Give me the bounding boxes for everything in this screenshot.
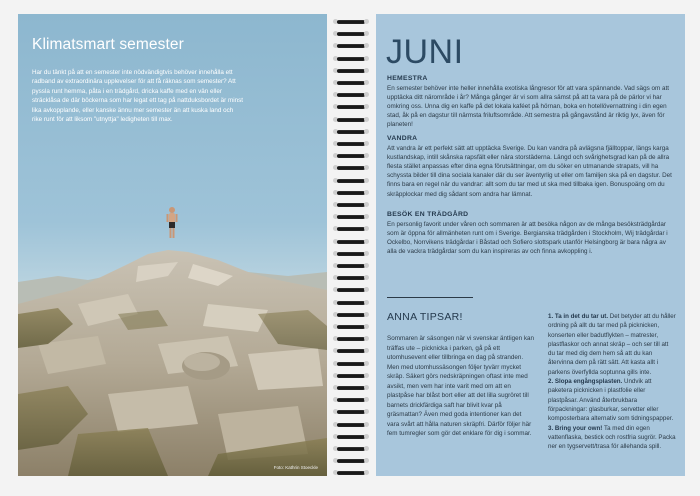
tips-title: ANNA TIPSAR! [387, 311, 463, 323]
spiral-ring [331, 164, 371, 172]
spiral-ring [331, 189, 371, 197]
spiral-binding [331, 12, 371, 482]
spiral-ring [331, 67, 371, 75]
spiral-ring [331, 116, 371, 124]
spiral-ring [331, 372, 371, 380]
spiral-ring [331, 18, 371, 26]
spiral-ring [331, 469, 371, 477]
spiral-ring [331, 274, 371, 282]
photo-credit: Foto: Kathrin Stoeckle [273, 465, 318, 470]
spiral-ring [331, 347, 371, 355]
tip-heading: 2. Slopa engångsplasten. [548, 378, 624, 386]
spiral-ring [331, 103, 371, 111]
spiral-ring [331, 152, 371, 160]
tip-text: Undvik att paketera picknicken i plastfolie eller plastpåsar. Använd återbrukbara förpackningar: glasburkar, servetter eller komposterbara alternativ som tidningspapper. [548, 378, 674, 423]
left-page [18, 14, 327, 476]
section-text: Att vandra är ett perfekt sätt att upptäcka Sverige. Du kan vandra på avlägsna fjälltoppar, längs karga kustlandskap, intill skånska rapsfält eller nära storstäderna. Längd och svårighetsgrad kan på de allra flesta stället anpassas efter dina egna förutsättningar, om du söker en utmanande strapats, vill ha schyssta bilder till dina sociala kanaler där du ser äventyrlig ut eller om familjen ska på en dagstur. Det finns bara en regel när du vandrar: allt som du tar med ut ska med tillbaka igen. Bonuspoäng om du skräpplockar med dig sådant som andra har lämnat. [387, 144, 672, 198]
section-heading: BESÖK EN TRÄDGÅRD [387, 211, 469, 218]
right-page [376, 14, 685, 476]
spiral-ring [331, 238, 371, 246]
hemestra-section [387, 74, 675, 130]
spiral-ring [331, 408, 371, 416]
spiral-ring [331, 201, 371, 209]
spiral-ring [331, 396, 371, 404]
section-text: En semester behöver inte heller innehålla exotiska långresor för att vara spännande. Vad sägs om att upptäcka ditt närområde i år? Många gånger är vi som allra sämst på att ta vara på de pärlor vi har omkring oss. Unna dig en kaffe på det lokala kaféet på hörnan, boka en hotellövernattning i din egen stad, åk på en dagstur till närmsta friluftsområde. Att semestra på gångavstånd är riktig lyx, även för planeten! [387, 84, 670, 129]
tips-list [548, 312, 676, 451]
spiral-ring [331, 421, 371, 429]
spiral-ring [331, 323, 371, 331]
spiral-ring [331, 177, 371, 185]
person-figure [167, 207, 178, 238]
spiral-ring [331, 262, 371, 270]
tip-item [548, 377, 676, 423]
left-intro-text: Har du tänkt på att en semester inte nödvändigtvis behöver innehålla ett radband av extraordinära upplevelser för att få räknas som semester? Att pyssla runt hemma, påta i en trädgård, dricka kaffe med en vän eller sträcklåsa de där böckerna som har legat ett tag på nattduksbordet är minst lika avkopplande, eller kanske ännu mer semester än att kuska land och rike runt för att liksom "utnyttja" ledigheten till max. [32, 69, 244, 124]
section-heading: HEMESTRA [387, 75, 428, 82]
spiral-ring [331, 250, 371, 258]
tip-text: Ta med din egen vattenflaska, bestick och rostfria sugrör. Packa ner en tygservett/trasa för allehanda spill. [548, 424, 676, 451]
divider [387, 297, 473, 298]
vandra-section [387, 134, 675, 199]
spiral-ring [331, 384, 371, 392]
spiral-ring [331, 30, 371, 38]
spiral-ring [331, 286, 371, 294]
section-heading: VANDRA [387, 135, 418, 142]
spiral-ring [331, 225, 371, 233]
tradgard-section [387, 210, 675, 256]
spiral-ring [331, 55, 371, 63]
spiral-ring [331, 299, 371, 307]
spiral-ring [331, 42, 371, 50]
spiral-ring [331, 433, 371, 441]
spiral-ring [331, 445, 371, 453]
tip-text: Det betyder att du håller ordning på allt du tar med på picknicken, konserten eller badutflykten – matrester, plastflaskor och annat skräp – och ser till att du tar med dig dem hem så att du kan återvinna dem på rätt sätt. Att kasta allt i parkens överfyllda soptunna gills inte. [548, 313, 676, 376]
spiral-ring [331, 311, 371, 319]
tip-item [548, 312, 676, 377]
section-text: En personlig favorit under våren och sommaren är att besöka någon av de många besöksträdgårdar som är öppna för allmänheten runt om i Sverige. Bergianska trädgården i Stockholm, Wij trädgårdar i Ockelbo, Norrvikens trädgårdar i Båstad och Sofiero slottspark utanför Helsingborg är bara några av alla de vackra trädgårdar som du kan inspireras av och finna avkoppling i. [387, 220, 668, 256]
tips-intro: Sommaren är säsongen när vi svenskar äntligen kan träffas ute – picknicka i parken, gå på ett utomhusevent eller tillbringa en dag på stranden. Men med utomhussäsongen följer tyvärr mycket skräp. Säkert görs nedskräpningen oftast inte med avsikt, men vem har inte varit med om att en plastpåse har blåst bort eller att det lilla sugröret till barnets drickfärdiga saft har blivit kvar på gräsmattan? Även med goda intentioner kan det vara svårt att hålla naturen skräpfri. Därför följer här fem tumregler som gör det enklare för dig i sommar. [387, 335, 535, 437]
spiral-ring [331, 128, 371, 136]
tip-item [548, 424, 676, 452]
month-title: JUNI [386, 33, 464, 71]
spiral-ring [331, 79, 371, 87]
spiral-ring [331, 213, 371, 221]
left-page-title: Klimatsmart semester [32, 36, 184, 53]
tip-heading: 3. Bring your own! [548, 424, 605, 432]
spiral-ring [331, 91, 371, 99]
spiral-ring [331, 335, 371, 343]
spiral-ring [331, 360, 371, 368]
spiral-ring [331, 140, 371, 148]
tip-heading: 1. Ta in det du tar ut. [548, 313, 610, 320]
spiral-ring [331, 457, 371, 465]
